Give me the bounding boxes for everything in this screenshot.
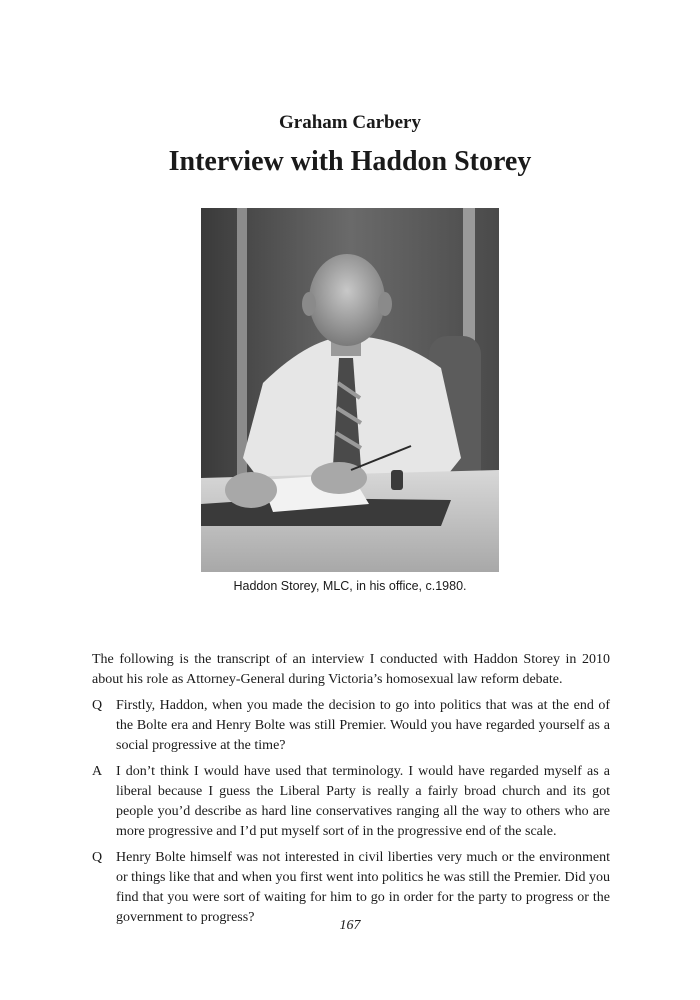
- author-name: Graham Carbery: [279, 112, 421, 133]
- portrait-photo: [201, 208, 499, 572]
- exchange-text: I don’t think I would have used that terminology. I would have regarded myself as a liberal because I guess the Liberal Party is really a fairly broad church and its got people you’d describe as hard line conservatives ranging all the way to others who are more progressive and I’d put myself sort of in the progressive end of the scale.: [116, 764, 610, 839]
- intro-paragraph: The following is the transcript of an interview I conducted with Haddon Storey in 2010 about his role as Attorney-General during Victoria’s homosexual law reform debate.: [92, 652, 610, 687]
- photo-caption: Haddon Storey, MLC, in his office, c.1980.: [233, 579, 467, 593]
- speaker-label: Q: [92, 850, 103, 865]
- exchange-text: Henry Bolte himself was not interested in civil liberties very much or the environment or things like that and when you first went into politics he was still the Premier. Did you find that you were sort of waiting for him to go in order for the party to progress or the government to progress?: [116, 850, 610, 925]
- transcript-body: [92, 650, 610, 934]
- exchange-item: [92, 762, 610, 842]
- page-title: Interview with Haddon Storey: [168, 146, 532, 177]
- exchange-item: [92, 848, 610, 928]
- page-number: 167: [339, 918, 361, 933]
- exchange-item: [92, 696, 610, 756]
- speaker-label: A: [92, 764, 103, 779]
- speaker-label: Q: [92, 698, 103, 713]
- exchange-text: Firstly, Haddon, when you made the decision to go into politics that was at the end of the Bolte era and Henry Bolte was still Premier. Would you have regarded yourself as a social progressive at the time?: [116, 698, 610, 753]
